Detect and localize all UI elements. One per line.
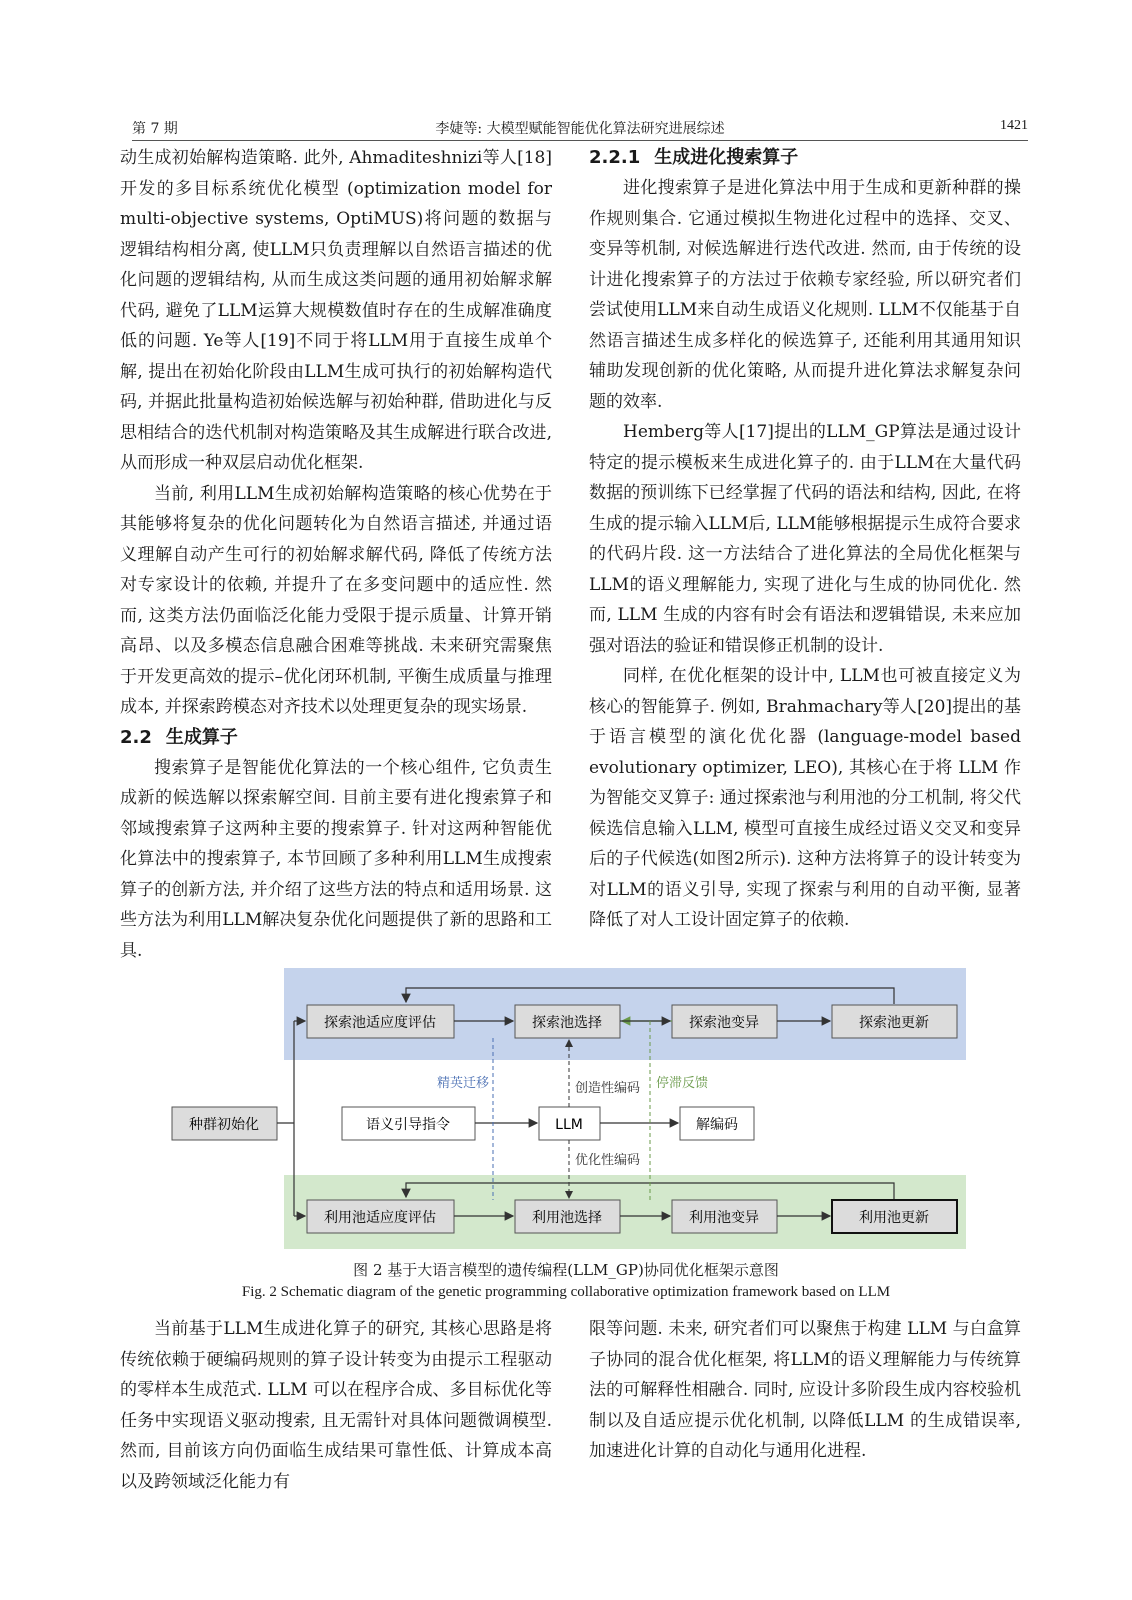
running-header (132, 116, 1028, 141)
right-column-bottom (589, 1314, 1021, 1467)
paragraph: 当前基于LLM生成进化算子的研究, 其核心思路是将传统依赖于硬编码规则的算子设计转变为由提示工程驱动的零样本生成范式. LLM 可以在程序合成、多目标优化等任务中实现语义驱动搜索, 且无需针对具体问题微调模型. 然而, 目前该方向仍面临生成结果可靠性低、计算成本高以及跨领域泛化能力有 (120, 1319, 552, 1492)
figure-caption-en: Fig. 2 Schematic diagram of the genetic programming collaborative optimization framework based on LLM (241, 1284, 891, 1300)
population-init-box (172, 1107, 277, 1140)
svg-text:探索池适应度评估: 探索池适应度评估 (324, 1015, 436, 1031)
exploit-select-box (515, 1200, 620, 1233)
paragraph: 当前, 利用LLM生成初始解构造策略的核心优势在于其能够将复杂的优化问题转化为自然语言描述, 并通过语义理解自动产生可行的初始解求解代码, 降低了传统方法对专家设计的依赖, 并提升了在多变问题中的适应性. 然而, 这类方法仍面临泛化能力受限于提示质量、计算开销高昂、以及多模态信息融合困难等挑战. 未来研究需聚焦于开发更高效的提示–优化闭环机制, 平衡生成质量与推理成本, 并探索跨模态对齐技术以处理更复杂的现实场景. (120, 483, 552, 717)
section-heading-2-2: 2.2 生成算子 (120, 726, 238, 748)
creative-encoding-label: 创造性编码 (575, 1081, 641, 1096)
paragraph: 限等问题. 未来, 研究者们可以聚焦于构建 LLM 与白盒算子协同的混合优化框架, 将LLM的语义理解能力与传统算法的可解释性相融合. 同时, 应设计多阶段生成内容校验机制以及自适应提示优化机制, 以降低LLM 的生成错误率, 加速进化计算的自动化与通用化进程. (589, 1319, 1021, 1461)
running-title: 李婕等: 大模型赋能智能优化算法研究进展综述 (435, 121, 725, 137)
svg-text:探索池变异: 探索池变异 (689, 1015, 759, 1031)
svg-text:利用池更新: 利用池更新 (859, 1210, 929, 1226)
page-number: 1421 (1000, 118, 1028, 133)
explore-select-box (515, 1005, 620, 1038)
svg-text:LLM: LLM (555, 1117, 583, 1133)
svg-text:种群初始化: 种群初始化 (189, 1117, 259, 1133)
framework-diagram (170, 968, 970, 1258)
semantic-instruction-box (342, 1107, 475, 1140)
section-heading-2-2-1: 2.2.1 生成进化搜索算子 (589, 147, 799, 168)
left-column-top (120, 143, 552, 966)
svg-text:语义引导指令: 语义引导指令 (366, 1117, 450, 1133)
left-column-bottom (120, 1314, 552, 1497)
llm-box (539, 1107, 600, 1140)
paragraph: 动生成初始解构造策略. 此外, Ahmaditeshnizi等人[18]开发的多目标系统优化模型 (optimization model for multi-objective systems, OptiMUS)将问题的数据与逻辑结构相分离, 使LLM只负责理解以自然语言描述的优化问题的逻辑结构, 从而生成这类问题的通用初始解求解代码, 避免了LLM运算大规模数值时存在的生成解准确度低的问题. Ye等人[19]不同于将LLM用于直接生成单个解, 提出在初始化阶段由LLM生成可执行的初始解构造代码, 并据此批量构造初始候选解与初始种群, 借助进化与反思相结合的迭代机制对构造策略及其生成解进行联合改进, 从而形成一种双层启动优化框架. (120, 148, 552, 473)
svg-text:探索池更新: 探索池更新 (859, 1015, 929, 1031)
exploit-mutate-box (672, 1200, 777, 1233)
figure-caption-cn: 图 2 基于大语言模型的遗传编程(LLM_GP)协同优化框架示意图 (353, 1261, 779, 1279)
svg-text:利用池适应度评估: 利用池适应度评估 (324, 1210, 436, 1226)
right-column-top (589, 143, 1021, 936)
optimization-encoding-label: 优化性编码 (575, 1153, 641, 1168)
stagnation-feedback-label: 停滞反馈 (656, 1076, 709, 1091)
elite-migration-label: 精英迁移 (436, 1076, 490, 1091)
decode-box (680, 1107, 754, 1140)
svg-text:利用池选择: 利用池选择 (532, 1210, 602, 1226)
exploit-eval-box (307, 1200, 454, 1233)
issue-number: 第 7 期 (132, 121, 178, 137)
explore-eval-box (307, 1005, 454, 1038)
exploit-update-box (832, 1200, 957, 1233)
paragraph: 搜索算子是智能优化算法的一个核心组件, 它负责生成新的候选解以探索解空间. 目前主要有进化搜索算子和邻域搜索算子这两种主要的搜索算子. 针对这两种智能优化算法中的搜索算子, 本节回顾了多种利用LLM生成搜索算子的创新方法, 并介绍了这些方法的特点和适用场景. 这些方法为利用LLM解决复杂优化问题提供了新的思路和工具. (120, 757, 552, 961)
paragraph: 同样, 在优化框架的设计中, LLM也可被直接定义为核心的智能算子. 例如, Brahmachary等人[20]提出的基于语言模型的演化优化器 (language-model based evolutionary optimizer, LEO), 其核心在于将 LLM 作为智能交叉算子: 通过探索池与利用池的分工机制, 将父代候选信息输入LLM, 模型可直接生成经过语义交叉和变异后的子代候选(如图2所示). 这种方法将算子的设计转变为对LLM的语义引导, 实现了探索与利用的自动平衡, 显著降低了对人工设计固定算子的依赖. (589, 666, 1021, 930)
explore-mutate-box (672, 1005, 777, 1038)
paragraph: Hemberg等人[17]提出的LLM_GP算法是通过设计特定的提示模板来生成进化算子的. 由于LLM在大量代码数据的预训练下已经掌握了代码的语法和结构, 因此, 在将生成的提示输入LLM后, LLM能够根据提示生成符合要求的代码片段. 这一方法结合了进化算法的全局优化框架与LLM的语义理解能力, 实现了进化与生成的协同优化. 然而, LLM 生成的内容有时会有语法和逻辑错误, 未来应加强对语法的验证和错误修正机制的设计. (589, 422, 1021, 656)
svg-text:利用池变异: 利用池变异 (689, 1210, 759, 1226)
figure-2-diagram (170, 968, 970, 1258)
paragraph: 进化搜索算子是进化算法中用于生成和更新种群的操作规则集合. 它通过模拟生物进化过程中的选择、交叉、变异等机制, 对候选解进行迭代改进. 然而, 由于传统的设计进化搜索算子的方法过于依赖专家经验, 所以研究者们尝试使用LLM来自动生成语义化规则. LLM不仅能基于自然语言描述生成多样化的候选算子, 还能利用其通用知识辅助发现创新的优化策略, 从而提升进化算法求解复杂问题的效率. (589, 178, 1021, 412)
svg-text:解编码: 解编码 (696, 1117, 738, 1133)
explore-update-box (832, 1005, 957, 1038)
svg-text:探索池选择: 探索池选择 (532, 1015, 602, 1031)
